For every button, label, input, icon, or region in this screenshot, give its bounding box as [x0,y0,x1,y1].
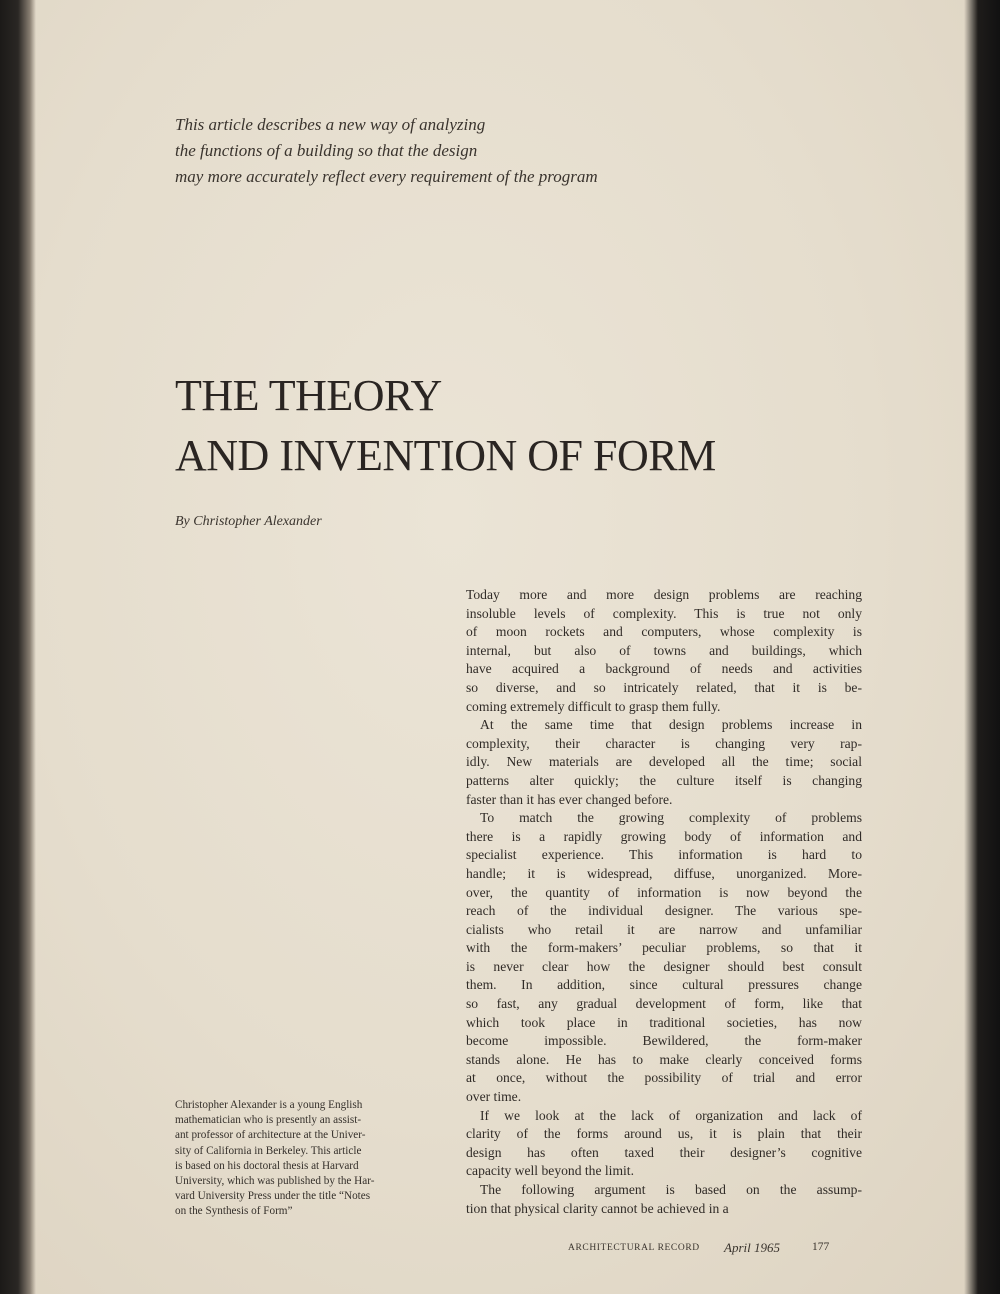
body-line: stands alone. He has to make clearly conceived forms [466,1051,862,1067]
body-line: so diverse, and so intricately related, that it is be- [466,679,862,695]
body-line: idly. New materials are developed all the time; social [466,754,862,770]
magazine-name: ARCHITECTURAL RECORD [568,1243,700,1253]
body-line: of moon rockets and computers, whose complexity is [466,624,862,640]
deck-line: the functions of a building so that the design [175,141,478,160]
author-bio [175,1098,451,1220]
body-line: Today more and more design problems are reaching [466,587,862,602]
bio-line: vard University Press under the title “Notes [175,1190,371,1203]
page-edge-left [0,0,36,1294]
body-line: If we look at the lack of organization and lack of [480,1107,862,1123]
page-edge-right [964,0,1000,1294]
body-line: specialist experience. This information is hard to [466,847,862,863]
body-line: have acquired a background of needs and activities [466,661,862,677]
bio-line: mathematician who is presently an assist- [175,1114,362,1127]
body-paragraph [466,1181,862,1218]
body-line: reach of the individual designer. The various spe- [466,903,862,919]
bio-line: is based on his doctoral thesis at Harvard [175,1159,359,1172]
bio-line: Christopher Alexander is a young English [175,1099,363,1111]
body-line: clarity of the forms around us, it is plain that their [466,1126,862,1142]
page-number: 177 [812,1241,830,1253]
body-paragraph [466,586,862,716]
deck-line: This article describes a new way of analyzing [175,115,486,134]
body-line: faster than it has ever changed before. [466,791,673,807]
body-line: with the form-makers’ peculiar problems, so that it [466,940,862,956]
byline: By Christopher Alexander [175,514,322,529]
body-line: cialists who retail it are narrow and unfamiliar [466,921,862,937]
title-line: THE THEORY [175,371,442,420]
body-line: design has often taxed their designer’s cognitive [466,1144,862,1160]
bio-line: sity of California in Berkeley. This article [175,1144,362,1157]
body-line: there is a rapidly growing body of information and [466,828,862,844]
article-deck [175,112,735,190]
body-line: At the same time that design problems increase in [480,717,862,733]
bio-line: University, which was published by the Har- [175,1175,375,1188]
body-line: tion that physical clarity cannot be achieved in a [466,1200,729,1216]
article-body [466,586,862,1218]
body-paragraph [466,809,862,1107]
bio-line: on the Synthesis of Form” [175,1205,293,1218]
body-line: internal, but also of towns and buildings, which [466,642,862,658]
body-line: at once, without the possibility of trial and error [466,1070,862,1086]
body-line: is never clear how the designer should best consult [466,958,862,974]
body-line: The following argument is based on the assump- [480,1182,862,1197]
body-paragraph [466,1107,862,1181]
issue-date: April 1965 [724,1240,780,1255]
body-line: over time. [466,1089,522,1105]
article-title [175,366,875,486]
body-line: complexity, their character is changing very rap- [466,735,862,751]
body-line: over, the quantity of information is now beyond the [466,884,862,900]
bio-line: ant professor of architecture at the Univer- [175,1129,366,1142]
body-line: which took place in traditional societies, has now [466,1014,862,1030]
body-line: handle; it is widespread, diffuse, unorganized. More- [466,865,862,881]
body-line: patterns alter quickly; the culture itself is changing [466,772,862,788]
body-line: them. In addition, since cultural pressures change [466,977,862,993]
body-paragraph [466,716,862,809]
title-line: AND INVENTION OF FORM [175,431,716,480]
body-line: To match the growing complexity of problems [480,810,862,826]
body-line: so fast, any gradual development of form, like that [466,996,862,1012]
body-line: capacity well beyond the limit. [466,1163,634,1179]
body-line: insoluble levels of complexity. This is true not only [466,605,862,621]
body-line: coming extremely difficult to grasp them fully. [466,698,721,714]
deck-line: may more accurately reflect every requirement of the program [175,167,598,186]
body-line: become impossible. Bewildered, the form-maker [466,1033,862,1049]
